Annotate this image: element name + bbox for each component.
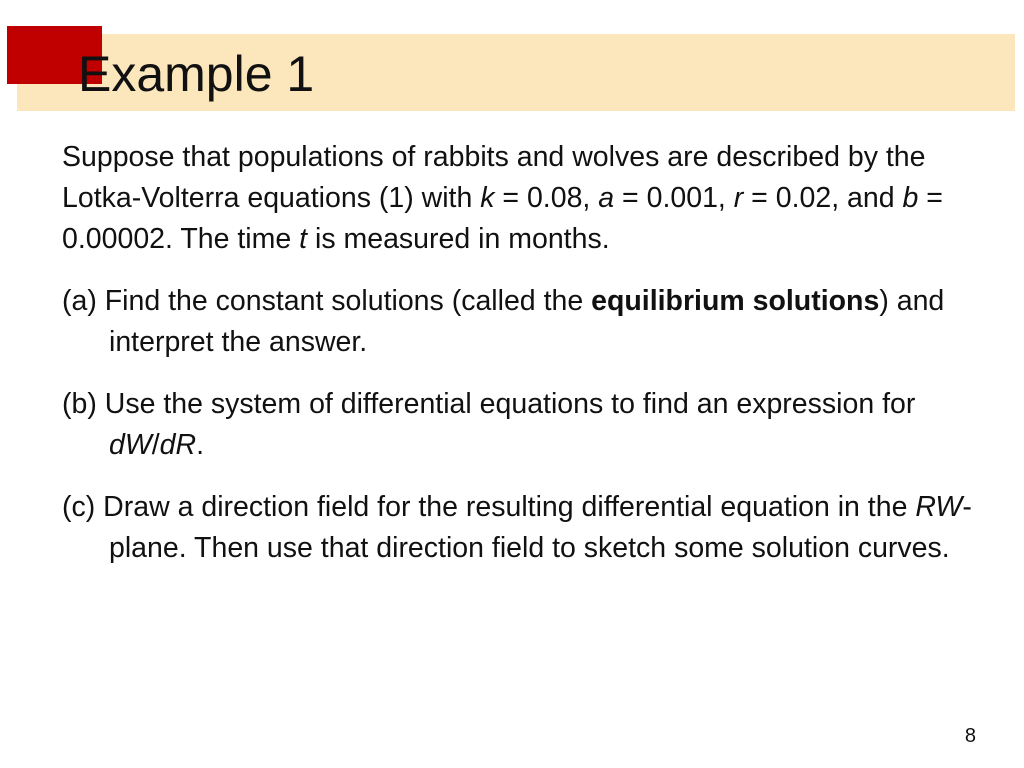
slide-number: 8 (964, 725, 976, 747)
intro-text-5: = 0.00002. The time (62, 182, 943, 255)
var-rw: RW (915, 491, 963, 523)
intro-text-4: = 0.02, and (743, 182, 903, 214)
intro-text-1: Suppose that populations of rabbits and wolves are described by the Lotka-Volterra equations (1) with (62, 141, 926, 214)
question-a-text-2: ) and interpret the answer. (109, 285, 945, 358)
var-dw: dW (109, 429, 152, 461)
var-k: k (480, 182, 495, 214)
intro-text-6: is measured in months. (307, 223, 610, 255)
question-b-text-2: . (196, 429, 205, 461)
intro-text-3: = 0.001, (614, 182, 734, 214)
problem-statement (62, 137, 992, 260)
question-b-text-1: (b) Use the system of differential equations to find an expression for (62, 388, 916, 420)
question-a (62, 281, 992, 363)
question-c (62, 487, 992, 569)
question-a-text-1: (a) Find the constant solutions (called the (62, 285, 592, 317)
var-t: t (299, 223, 308, 255)
var-b: b (902, 182, 919, 214)
fraction-slash: / (151, 429, 160, 461)
var-dr: dR (159, 429, 197, 461)
slide-title: Example 1 (78, 46, 315, 102)
question-c-text-1: (c) Draw a direction field for the resulting differential equation in the (62, 491, 916, 523)
var-a: a (598, 182, 615, 214)
question-b (62, 384, 992, 466)
intro-text-2: = 0.08, (494, 182, 599, 214)
question-c-text-2: -plane. Then use that direction field to sketch some solution curves. (109, 491, 972, 564)
var-r: r (733, 182, 744, 214)
question-a-bold: equilibrium solutions (591, 285, 880, 317)
slide-body (62, 137, 992, 569)
